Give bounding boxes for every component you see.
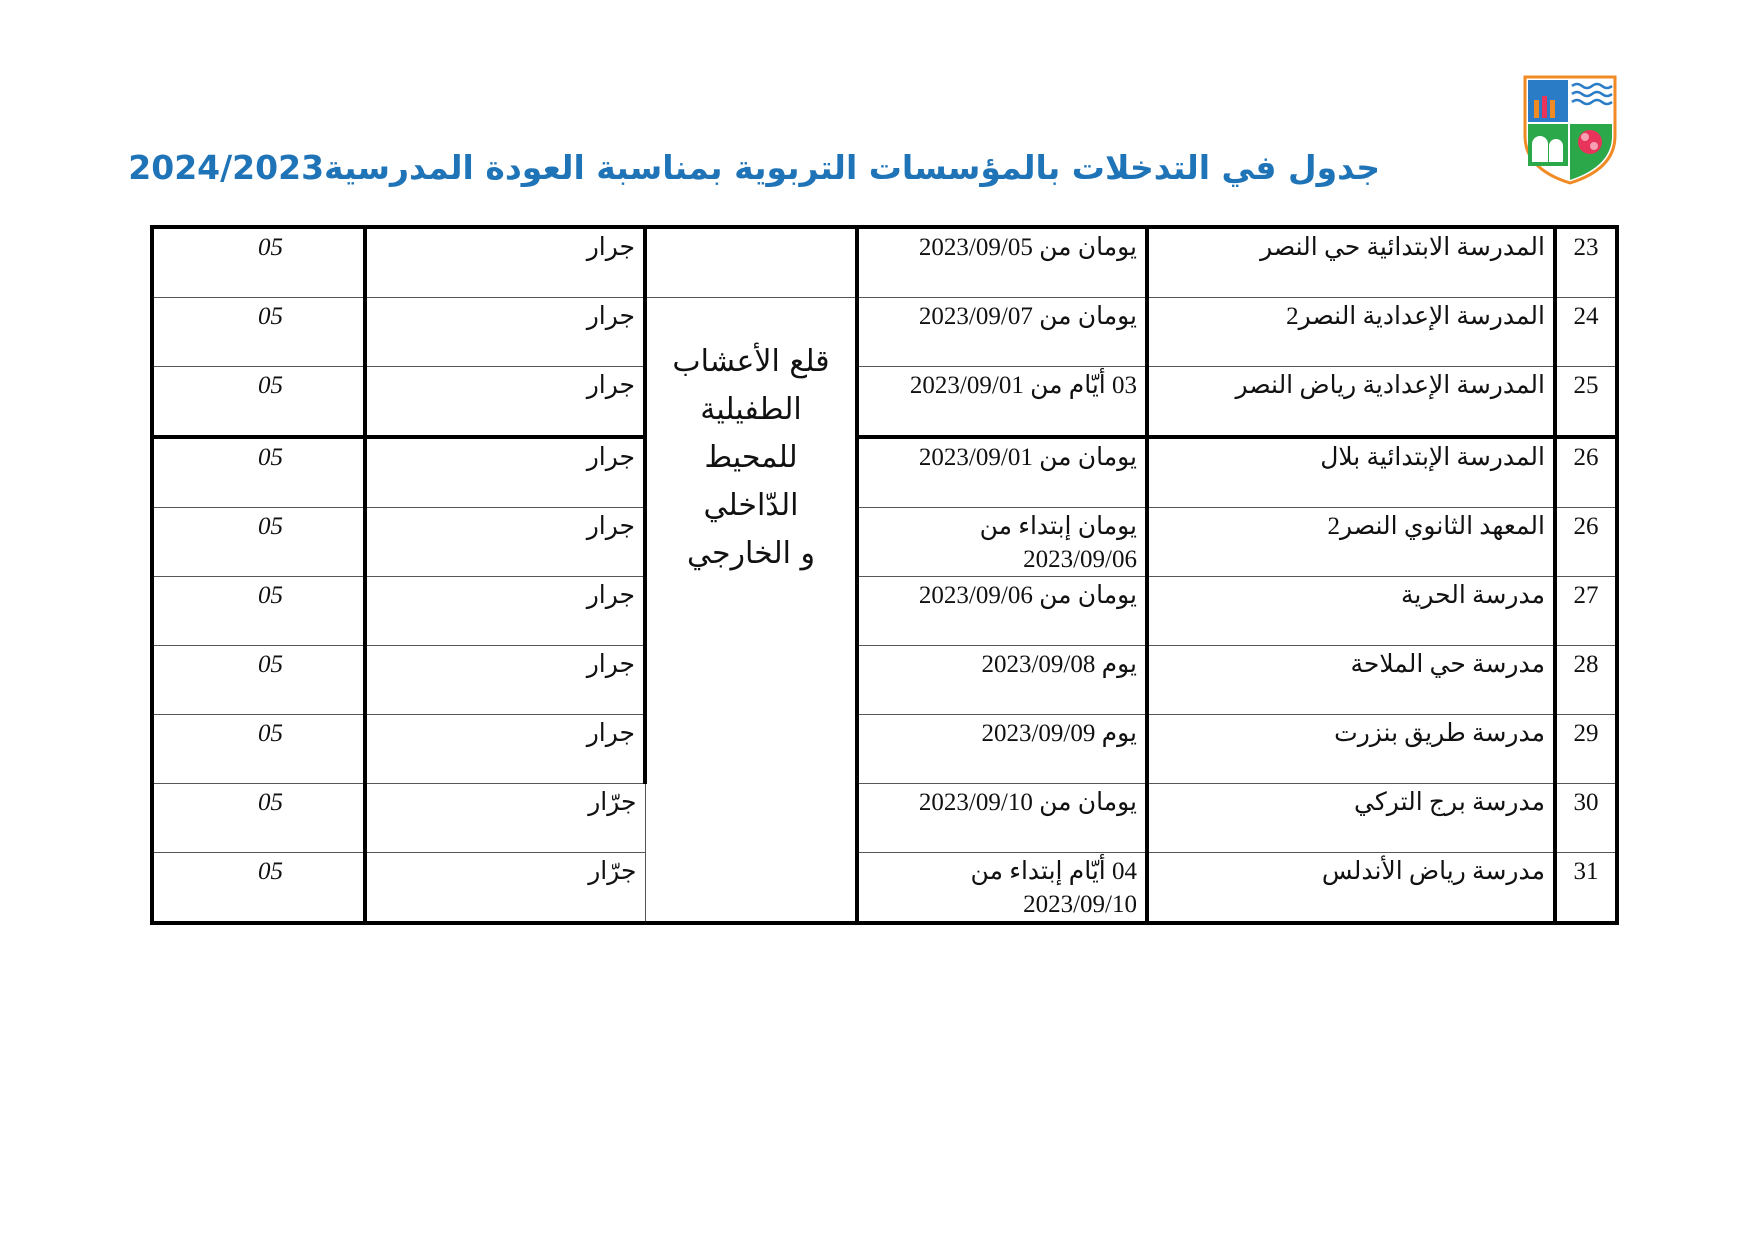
equipment: جرار — [365, 577, 645, 646]
equipment: جرّار — [365, 853, 645, 924]
intervention-date: يومان إبتداء من 2023/09/06 — [857, 508, 1147, 577]
activity-cell-empty — [645, 227, 857, 298]
equipment: جرار — [365, 646, 645, 715]
intervention-date: 03 أيّام من 2023/09/01 — [857, 367, 1147, 438]
school-name: المدرسة الإبتدائية بلال — [1147, 437, 1555, 508]
table-row — [152, 853, 1617, 924]
school-name: مدرسة برج التركي — [1147, 784, 1555, 853]
equipment: جرار — [365, 715, 645, 784]
equipment: جرّار — [365, 784, 645, 853]
row-number: 23 — [1555, 227, 1617, 298]
intervention-date: يوم 2023/09/08 — [857, 646, 1147, 715]
school-name: مدرسة طريق بنزرت — [1147, 715, 1555, 784]
row-number: 24 — [1555, 298, 1617, 367]
school-name: المدرسة الابتدائية حي النصر — [1147, 227, 1555, 298]
row-number: 27 — [1555, 577, 1617, 646]
worker-count: 05 — [152, 367, 365, 438]
school-name: المدرسة الإعدادية النصر2 — [1147, 298, 1555, 367]
worker-count: 05 — [152, 437, 365, 508]
activity-line: الدّاخلي — [703, 488, 799, 523]
school-name: مدرسة حي الملاحة — [1147, 646, 1555, 715]
table-row — [152, 715, 1617, 784]
municipality-logo — [1522, 74, 1618, 186]
equipment: جرار — [365, 508, 645, 577]
worker-count: 05 — [152, 784, 365, 853]
row-number: 31 — [1555, 853, 1617, 924]
row-number: 26 — [1555, 508, 1617, 577]
activity-line: قلع الأعشاب — [672, 344, 830, 379]
activity-description — [645, 298, 857, 924]
worker-count: 05 — [152, 853, 365, 924]
table-row — [152, 508, 1617, 577]
row-number: 29 — [1555, 715, 1617, 784]
equipment: جرار — [365, 298, 645, 367]
school-name: مدرسة رياض الأندلس — [1147, 853, 1555, 924]
table-row — [152, 298, 1617, 367]
intervention-date: 04 أيّام إبتداء من 2023/09/10 — [857, 853, 1147, 924]
table-row — [152, 227, 1617, 298]
page-title: جدول في التدخلات بالمؤسسات التربوية بمناسبة العودة المدرسية2024/2023 — [128, 148, 1380, 187]
intervention-date: يومان من 2023/09/06 — [857, 577, 1147, 646]
equipment: جرار — [365, 227, 645, 298]
row-number: 28 — [1555, 646, 1617, 715]
intervention-date: يومان من 2023/09/05 — [857, 227, 1147, 298]
activity-line: و الخارجي — [686, 536, 816, 571]
worker-count: 05 — [152, 715, 365, 784]
equipment: جرار — [365, 437, 645, 508]
school-name: مدرسة الحرية — [1147, 577, 1555, 646]
intervention-date: يوم 2023/09/09 — [857, 715, 1147, 784]
row-number: 30 — [1555, 784, 1617, 853]
equipment: جرار — [365, 367, 645, 438]
worker-count: 05 — [152, 577, 365, 646]
row-number: 26 — [1555, 437, 1617, 508]
row-number: 25 — [1555, 367, 1617, 438]
intervention-date: يومان من 2023/09/07 — [857, 298, 1147, 367]
worker-count: 05 — [152, 508, 365, 577]
worker-count: 05 — [152, 646, 365, 715]
school-name: المدرسة الإعدادية رياض النصر — [1147, 367, 1555, 438]
table-row — [152, 437, 1617, 508]
worker-count: 05 — [152, 227, 365, 298]
table-row — [152, 367, 1617, 438]
school-name: المعهد الثانوي النصر2 — [1147, 508, 1555, 577]
intervention-date: يومان من 2023/09/10 — [857, 784, 1147, 853]
worker-count: 05 — [152, 298, 365, 367]
table-row — [152, 577, 1617, 646]
table-row — [152, 784, 1617, 853]
intervention-date: يومان من 2023/09/01 — [857, 437, 1147, 508]
interventions-table — [150, 225, 1619, 925]
activity-line: للمحيط — [704, 440, 798, 475]
activity-line: الطفيلية — [700, 392, 802, 427]
table-row — [152, 646, 1617, 715]
